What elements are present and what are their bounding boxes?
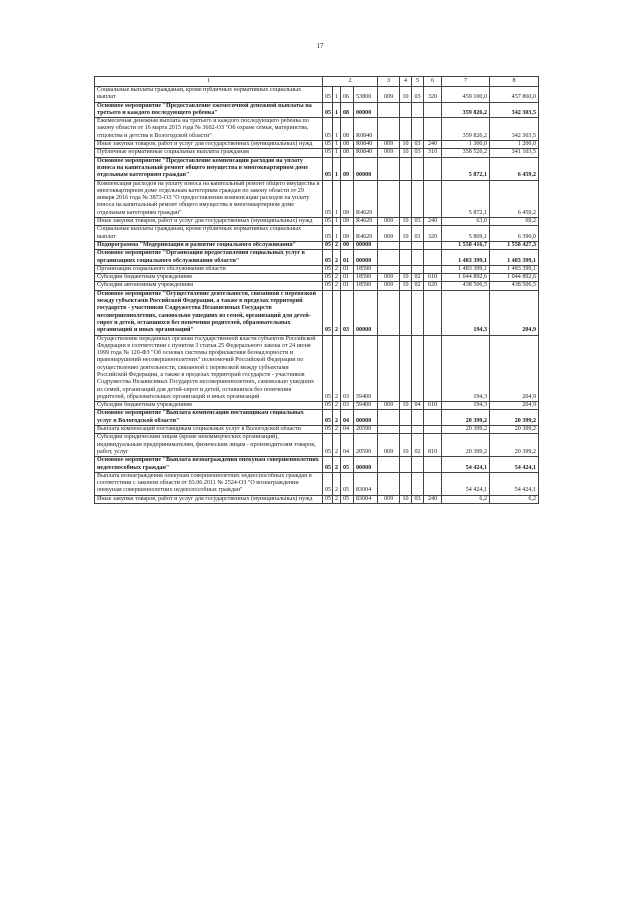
- expense-type-code: [424, 472, 442, 495]
- measure-code: 04: [341, 410, 354, 426]
- amount-year-2: 457 860,0: [490, 87, 539, 103]
- amount-year-1: 63,0: [442, 218, 490, 226]
- expense-type-code: 240: [424, 141, 442, 149]
- subsection-code: [412, 426, 424, 434]
- expense-type-code: [424, 157, 442, 180]
- direction-code: 00000: [354, 241, 378, 249]
- amount-year-1: 438 506,5: [442, 282, 490, 290]
- row-description: Основное мероприятие "Организация предоставления социальных услуг в организациях социального обслуживания области": [95, 250, 323, 266]
- subsection-code: [412, 118, 424, 141]
- subsection-code: 04: [412, 402, 424, 410]
- expense-type-code: 240: [424, 218, 442, 226]
- measure-code: 03: [341, 290, 354, 335]
- table-row: [95, 335, 539, 402]
- measure-code: 08: [341, 141, 354, 149]
- direction-code: 00000: [354, 250, 378, 266]
- subsection-code: [412, 241, 424, 249]
- amount-year-2: 54 424,1: [490, 457, 539, 473]
- subprogram-code: 1: [333, 180, 341, 217]
- program-code: 05: [323, 335, 333, 402]
- measure-code: 08: [341, 149, 354, 157]
- amount-year-2: 20 399,2: [490, 434, 539, 457]
- measure-code: 01: [341, 250, 354, 266]
- amount-year-1: 20 399,2: [442, 434, 490, 457]
- subsection-code: [412, 335, 424, 402]
- subprogram-code: 1: [333, 157, 341, 180]
- amount-year-2: 6 390,0: [490, 226, 539, 242]
- program-code: 05: [323, 87, 333, 103]
- section-code: [400, 102, 412, 118]
- table-row: [95, 87, 539, 103]
- row-description: Основное мероприятие "Осуществление деятельности, связанной с перевозкой между субъектами Российской Федерации, а также в пределах территорий государств - участников Содружества Независимых Государств несовершеннолетних, самовольно ушедших из семей, организаций для детей-сирот и детей, оставшихся без попечения родителей, образовательных организаций и иных организаций": [95, 290, 323, 335]
- page-number: 17: [316, 42, 324, 50]
- subprogram-code: 1: [333, 226, 341, 242]
- direction-code: 83004: [354, 495, 378, 503]
- ministry-code: [378, 102, 400, 118]
- direction-code: 83004: [354, 472, 378, 495]
- section-code: [400, 410, 412, 426]
- section-code: [400, 118, 412, 141]
- subsection-code: 03: [412, 87, 424, 103]
- table-row: [95, 434, 539, 457]
- expense-type-code: [424, 250, 442, 266]
- expense-type-code: 610: [424, 274, 442, 282]
- section-code: 10: [400, 149, 412, 157]
- table-row: [95, 457, 539, 473]
- expense-type-code: [424, 265, 442, 273]
- direction-code: R4620: [354, 180, 378, 217]
- measure-code: 05: [341, 457, 354, 473]
- table-row: [95, 157, 539, 180]
- measure-code: 09: [341, 218, 354, 226]
- program-code: 05: [323, 250, 333, 266]
- row-description: Социальные выплаты гражданам, кроме публичных нормативных социальных выплат: [95, 87, 323, 103]
- amount-year-1: 20 399,2: [442, 426, 490, 434]
- direction-code: R4620: [354, 218, 378, 226]
- amount-year-1: 5 872,1: [442, 180, 490, 217]
- ministry-code: [378, 426, 400, 434]
- amount-year-1: 358 526,2: [442, 149, 490, 157]
- table-header-row: [95, 77, 539, 87]
- section-code: [400, 335, 412, 402]
- direction-code: 53800: [354, 87, 378, 103]
- row-description: Основное мероприятие "Выплата компенсации поставщикам социальных услуг в Вологодской области": [95, 410, 323, 426]
- program-code: 05: [323, 218, 333, 226]
- measure-code: 04: [341, 434, 354, 457]
- section-code: 10: [400, 495, 412, 503]
- section-code: 10: [400, 274, 412, 282]
- ministry-code: [378, 157, 400, 180]
- measure-code: 05: [341, 495, 354, 503]
- subprogram-code: 2: [333, 282, 341, 290]
- row-description: Субсидии юридическим лицам (кроме некоммерческих организаций), индивидуальным предпринимателям, физическим лицам - производителям товаров, работ, услуг: [95, 434, 323, 457]
- amount-year-2: 1 483 399,1: [490, 265, 539, 273]
- subsection-code: 02: [412, 274, 424, 282]
- subsection-code: 03: [412, 495, 424, 503]
- subprogram-code: 2: [333, 434, 341, 457]
- expense-type-code: [424, 102, 442, 118]
- row-description: Субсидии бюджетным учреждениям: [95, 274, 323, 282]
- subprogram-code: 2: [333, 457, 341, 473]
- section-code: [400, 472, 412, 495]
- subsection-code: 03: [412, 226, 424, 242]
- amount-year-1: 1 044 892,6: [442, 274, 490, 282]
- ministry-code: [378, 410, 400, 426]
- table-row: [95, 218, 539, 226]
- amount-year-1: 54 424,1: [442, 472, 490, 495]
- amount-year-1: 1 300,0: [442, 141, 490, 149]
- direction-code: R0840: [354, 149, 378, 157]
- row-description: Субсидии автономным учреждениям: [95, 282, 323, 290]
- budget-table: [94, 76, 539, 504]
- header-col-4: 4: [400, 77, 412, 87]
- program-code: 05: [323, 141, 333, 149]
- direction-code: R0840: [354, 141, 378, 149]
- program-code: 05: [323, 457, 333, 473]
- amount-year-2: 54 424,1: [490, 472, 539, 495]
- subsection-code: [412, 157, 424, 180]
- amount-year-1: 1 483 399,1: [442, 265, 490, 273]
- amount-year-1: 194,3: [442, 290, 490, 335]
- table-row: [95, 102, 539, 118]
- amount-year-2: 6,2: [490, 495, 539, 503]
- measure-code: 03: [341, 402, 354, 410]
- subsection-code: 02: [412, 282, 424, 290]
- program-code: 05: [323, 410, 333, 426]
- section-code: 10: [400, 402, 412, 410]
- subsection-code: [412, 290, 424, 335]
- row-description: Основное мероприятие "Предоставление компенсации расходов на уплату взноса на капитальный ремонт общего имущества в многоквартирном доме отдельным категориям граждан": [95, 157, 323, 180]
- measure-code: 09: [341, 180, 354, 217]
- subprogram-code: 1: [333, 141, 341, 149]
- direction-code: 20590: [354, 426, 378, 434]
- ministry-code: [378, 265, 400, 273]
- row-description: Организации социального обслуживания области: [95, 265, 323, 273]
- row-description: Компенсация расходов на уплату взноса на капитальный ремонт общего имущества в многоквартирном доме отдельным категориям граждан по закону области от 29 января 2016 года № 3873-ОЗ "О предоставлении компенсации расходов на уплату взноса на капитальный ремонт общего имущества в многоквартирном доме отдельным категориям граждан": [95, 180, 323, 217]
- amount-year-1: 459 100,0: [442, 87, 490, 103]
- row-description: Социальные выплаты гражданам, кроме публичных нормативных социальных выплат: [95, 226, 323, 242]
- subprogram-code: 1: [333, 87, 341, 103]
- ministry-code: [378, 118, 400, 141]
- section-code: [400, 265, 412, 273]
- expense-type-code: [424, 241, 442, 249]
- amount-year-2: 342 303,5: [490, 118, 539, 141]
- measure-code: 08: [341, 118, 354, 141]
- table-row: [95, 118, 539, 141]
- table-row: [95, 290, 539, 335]
- amount-year-1: 1 483 399,1: [442, 250, 490, 266]
- table-row: [95, 250, 539, 266]
- subprogram-code: 1: [333, 149, 341, 157]
- amount-year-2: 1 483 399,1: [490, 250, 539, 266]
- subprogram-code: 1: [333, 218, 341, 226]
- direction-code: 00000: [354, 102, 378, 118]
- program-code: 05: [323, 265, 333, 273]
- direction-code: 00000: [354, 457, 378, 473]
- measure-code: 01: [341, 265, 354, 273]
- subprogram-code: 2: [333, 274, 341, 282]
- subsection-code: 02: [412, 434, 424, 457]
- amount-year-1: 20 399,2: [442, 410, 490, 426]
- measure-code: 01: [341, 282, 354, 290]
- row-description: Выплата компенсаций поставщикам социальных услуг в Вологодской области: [95, 426, 323, 434]
- subsection-code: [412, 472, 424, 495]
- subsection-code: [412, 180, 424, 217]
- ministry-code: 009: [378, 141, 400, 149]
- row-description: Ежемесячная денежная выплата на третьего и каждого последующего ребенка по закону области от 16 марта 2015 года № 3602-ОЗ "Об охране семьи, материнства, отцовства и детства в Вологодской области": [95, 118, 323, 141]
- section-code: [400, 457, 412, 473]
- measure-code: 08: [341, 102, 354, 118]
- amount-year-2: 6 459,2: [490, 157, 539, 180]
- measure-code: 00: [341, 241, 354, 249]
- amount-year-2: 341 103,5: [490, 149, 539, 157]
- program-code: 05: [323, 241, 333, 249]
- amount-year-2: 20 399,2: [490, 426, 539, 434]
- expense-type-code: [424, 335, 442, 402]
- ministry-code: 009: [378, 434, 400, 457]
- subprogram-code: 2: [333, 241, 341, 249]
- subsection-code: [412, 250, 424, 266]
- direction-code: 18590: [354, 265, 378, 273]
- measure-code: 09: [341, 157, 354, 180]
- table-row: [95, 472, 539, 495]
- row-description: Подпрограмма "Модернизация и развитие социального обслуживания": [95, 241, 323, 249]
- expense-type-code: [424, 426, 442, 434]
- expense-type-code: [424, 180, 442, 217]
- header-col-8: 8: [490, 77, 539, 87]
- ministry-code: 009: [378, 149, 400, 157]
- program-code: 05: [323, 149, 333, 157]
- amount-year-2: 1 044 892,6: [490, 274, 539, 282]
- subsection-code: 03: [412, 218, 424, 226]
- program-code: 05: [323, 434, 333, 457]
- table-row: [95, 426, 539, 434]
- table-row: [95, 180, 539, 217]
- header-col-3: 3: [378, 77, 400, 87]
- amount-year-1: 6,2: [442, 495, 490, 503]
- table-row: [95, 402, 539, 410]
- program-code: 05: [323, 274, 333, 282]
- row-description: Основное мероприятие "Выплата вознаграждения опекунам совершеннолетних недееспособных граждан": [95, 457, 323, 473]
- program-code: 05: [323, 226, 333, 242]
- amount-year-2: 69,2: [490, 218, 539, 226]
- table-row: [95, 282, 539, 290]
- table-row: [95, 274, 539, 282]
- subsection-code: [412, 410, 424, 426]
- ministry-code: [378, 472, 400, 495]
- subprogram-code: 2: [333, 250, 341, 266]
- direction-code: 20590: [354, 434, 378, 457]
- amount-year-2: 1 558 427,3: [490, 241, 539, 249]
- measure-code: 04: [341, 426, 354, 434]
- subsection-code: 03: [412, 149, 424, 157]
- measure-code: 05: [341, 472, 354, 495]
- row-description: Публичные нормативные социальные выплаты гражданам: [95, 149, 323, 157]
- amount-year-2: 6 459,2: [490, 180, 539, 217]
- subsection-code: 03: [412, 141, 424, 149]
- subprogram-code: 2: [333, 410, 341, 426]
- subsection-code: [412, 457, 424, 473]
- subsection-code: [412, 102, 424, 118]
- amount-year-1: 54 424,1: [442, 457, 490, 473]
- program-code: 05: [323, 180, 333, 217]
- row-description: Иные закупки товаров, работ и услуг для государственных (муниципальных) нужд: [95, 495, 323, 503]
- ministry-code: 009: [378, 282, 400, 290]
- row-description: Осуществление переданных органам государственной власти субъектов Российской Федерации в соответствии с пунктом 3 статьи 25 Федерального закона от 24 июня 1999 года № 120-ФЗ "Об основах системы профилактики безнадзорности и правонарушений несовершеннолетних" полномочий Российской Федерации по осуществлению деятельности, связанной с перевозкой между субъектами Российской Федерации, а также в пределах территорий государств - участников Содружества Независимых Государств несовершеннолетних, самовольно ушедших из семей, организаций для детей-сирот и детей, оставшихся без попечения родителей, образовательных организаций и иных организаций: [95, 335, 323, 402]
- program-code: 05: [323, 157, 333, 180]
- amount-year-1: 359 826,2: [442, 118, 490, 141]
- direction-code: R0840: [354, 118, 378, 141]
- amount-year-2: 204,9: [490, 402, 539, 410]
- ministry-code: 009: [378, 495, 400, 503]
- amount-year-1: 194,3: [442, 335, 490, 402]
- ministry-code: 009: [378, 87, 400, 103]
- row-description: Иные закупки товаров, работ и услуг для государственных (муниципальных) нужд: [95, 141, 323, 149]
- row-description: Основное мероприятие "Предоставление ежемесячной денежной выплаты на третьего и каждого последующего ребенка": [95, 102, 323, 118]
- direction-code: R4620: [354, 226, 378, 242]
- direction-code: 18590: [354, 274, 378, 282]
- expense-type-code: [424, 457, 442, 473]
- amount-year-2: 342 303,5: [490, 102, 539, 118]
- section-code: 10: [400, 87, 412, 103]
- direction-code: 59400: [354, 335, 378, 402]
- section-code: [400, 290, 412, 335]
- section-code: [400, 241, 412, 249]
- direction-code: 00000: [354, 290, 378, 335]
- ministry-code: 009: [378, 218, 400, 226]
- subprogram-code: 2: [333, 265, 341, 273]
- program-code: 05: [323, 426, 333, 434]
- section-code: [400, 180, 412, 217]
- ministry-code: [378, 335, 400, 402]
- program-code: 05: [323, 495, 333, 503]
- table-row: [95, 141, 539, 149]
- amount-year-1: 5 872,1: [442, 157, 490, 180]
- ministry-code: [378, 180, 400, 217]
- subprogram-code: 2: [333, 335, 341, 402]
- subprogram-code: 2: [333, 495, 341, 503]
- expense-type-code: [424, 118, 442, 141]
- table-row: [95, 226, 539, 242]
- measure-code: 06: [341, 87, 354, 103]
- subsection-code: [412, 265, 424, 273]
- amount-year-2: 438 506,5: [490, 282, 539, 290]
- direction-code: 00000: [354, 410, 378, 426]
- expense-type-code: 320: [424, 226, 442, 242]
- header-col-6: 6: [424, 77, 442, 87]
- subprogram-code: 2: [333, 472, 341, 495]
- table-row: [95, 410, 539, 426]
- amount-year-2: 1 200,0: [490, 141, 539, 149]
- expense-type-code: 810: [424, 434, 442, 457]
- program-code: 05: [323, 118, 333, 141]
- header-col-2: 2: [323, 77, 378, 87]
- expense-type-code: 320: [424, 87, 442, 103]
- program-code: 05: [323, 290, 333, 335]
- direction-code: 59400: [354, 402, 378, 410]
- amount-year-1: 5 809,1: [442, 226, 490, 242]
- measure-code: 09: [341, 226, 354, 242]
- section-code: [400, 426, 412, 434]
- ministry-code: [378, 241, 400, 249]
- amount-year-2: 20 399,2: [490, 410, 539, 426]
- direction-code: 00000: [354, 157, 378, 180]
- ministry-code: [378, 250, 400, 266]
- table-row: [95, 241, 539, 249]
- section-code: 10: [400, 226, 412, 242]
- program-code: 05: [323, 402, 333, 410]
- table-row: [95, 149, 539, 157]
- table-row: [95, 495, 539, 503]
- measure-code: 01: [341, 274, 354, 282]
- header-col-7: 7: [442, 77, 490, 87]
- header-col-5: 5: [412, 77, 424, 87]
- expense-type-code: [424, 290, 442, 335]
- subprogram-code: 2: [333, 290, 341, 335]
- subprogram-code: 1: [333, 102, 341, 118]
- program-code: 05: [323, 102, 333, 118]
- row-description: Иные закупки товаров, работ и услуг для государственных (муниципальных) нужд: [95, 218, 323, 226]
- ministry-code: 009: [378, 402, 400, 410]
- subprogram-code: 1: [333, 118, 341, 141]
- expense-type-code: 240: [424, 495, 442, 503]
- expense-type-code: [424, 410, 442, 426]
- ministry-code: 009: [378, 274, 400, 282]
- ministry-code: 009: [378, 226, 400, 242]
- ministry-code: [378, 457, 400, 473]
- section-code: 10: [400, 434, 412, 457]
- amount-year-2: 204,9: [490, 335, 539, 402]
- amount-year-1: 194,3: [442, 402, 490, 410]
- program-code: 05: [323, 282, 333, 290]
- section-code: 10: [400, 218, 412, 226]
- header-col-1: 1: [95, 77, 323, 87]
- row-description: Субсидии бюджетным учреждениям: [95, 402, 323, 410]
- ministry-code: [378, 290, 400, 335]
- expense-type-code: 610: [424, 402, 442, 410]
- expense-type-code: 620: [424, 282, 442, 290]
- section-code: [400, 250, 412, 266]
- program-code: 05: [323, 472, 333, 495]
- table-row: [95, 265, 539, 273]
- row-description: Выплата вознаграждения опекунам совершеннолетних недееспособных граждан в соответствии с законом области от 03.06.2011 № 2524-ОЗ "О вознаграждении опекунам совершеннолетних недееспособных граждан": [95, 472, 323, 495]
- amount-year-1: 359 826,2: [442, 102, 490, 118]
- expense-type-code: 310: [424, 149, 442, 157]
- amount-year-1: 1 558 416,7: [442, 241, 490, 249]
- section-code: 10: [400, 282, 412, 290]
- section-code: [400, 157, 412, 180]
- measure-code: 03: [341, 335, 354, 402]
- subprogram-code: 2: [333, 402, 341, 410]
- amount-year-2: 204,9: [490, 290, 539, 335]
- direction-code: 18590: [354, 282, 378, 290]
- subprogram-code: 2: [333, 426, 341, 434]
- section-code: 10: [400, 141, 412, 149]
